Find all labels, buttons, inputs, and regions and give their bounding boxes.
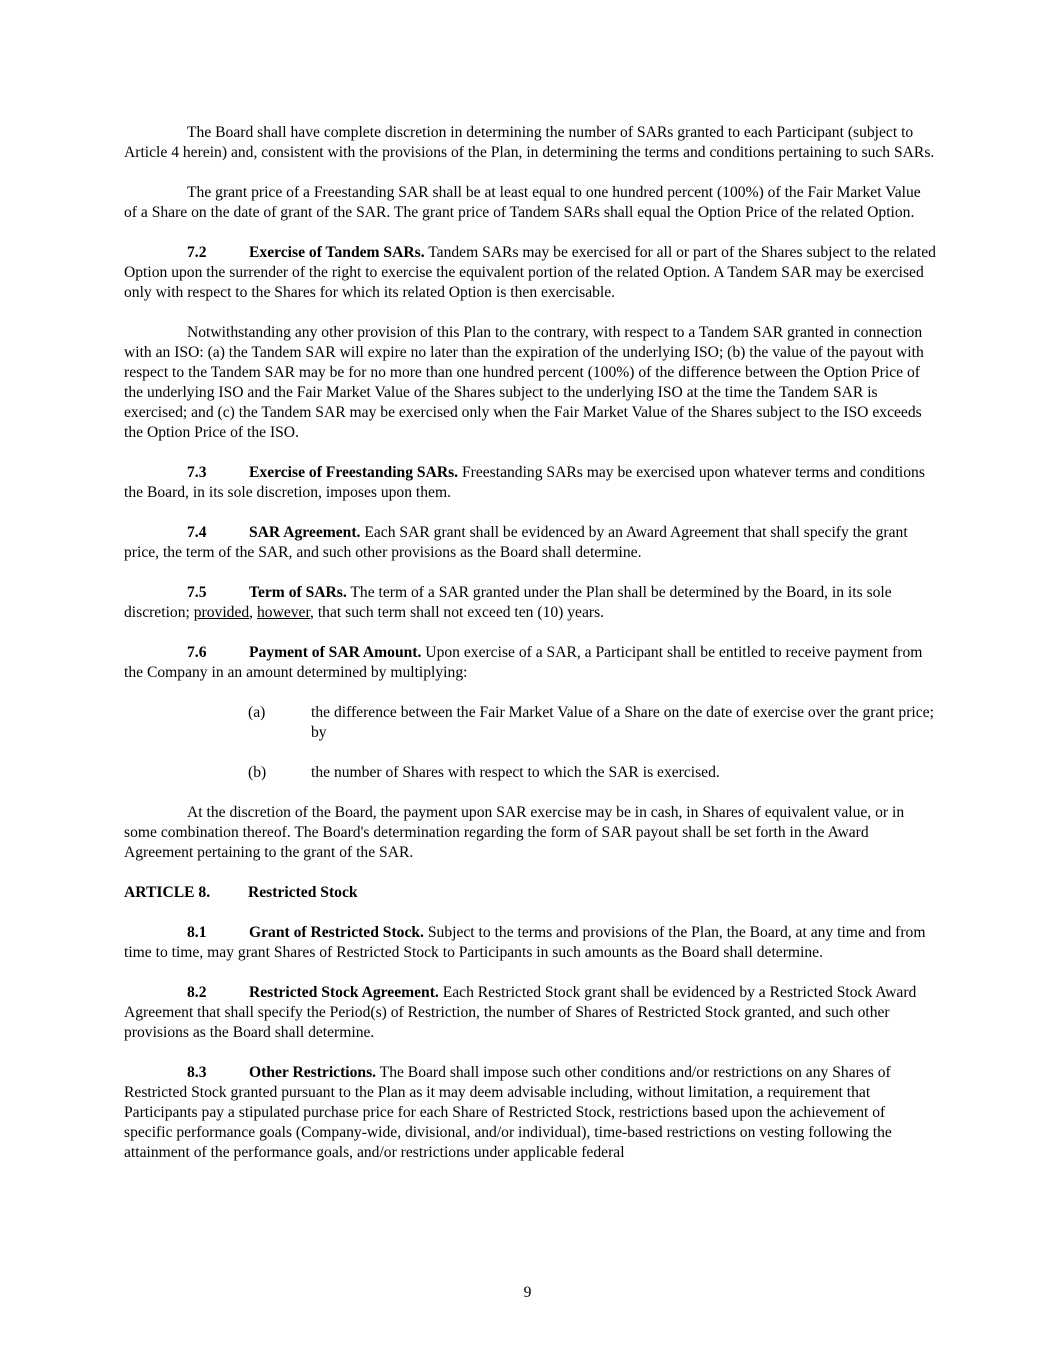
section-7-2: [124, 243, 936, 303]
section-text: Freestanding SARs may be exercised upon whatever terms and conditions the Board, in its sole discretion, imposes upon them.: [124, 464, 925, 501]
list-item-b: [124, 763, 936, 783]
section-7-4: [124, 523, 936, 563]
section-8-3: [124, 1063, 936, 1163]
section-heading: Exercise of Freestanding SARs.: [249, 464, 459, 481]
section-number: 8.1: [187, 924, 207, 941]
list-marker: (b): [248, 764, 267, 781]
section-7-6: [124, 643, 936, 683]
list-marker: (a): [248, 704, 266, 721]
section-text: Upon exercise of a SAR, a Participant shall be entitled to receive payment from the Company in an amount determined by multiplying:: [124, 644, 923, 681]
section-number: 7.5: [187, 584, 207, 601]
section-8-1: [124, 923, 936, 963]
section-text: Each Restricted Stock grant shall be evidenced by a Restricted Stock Award Agreement that shall specify the Period(s) of Restriction, the number of Shares of Restricted Stock granted, and such other provisions as the Board shall determine.: [124, 984, 917, 1041]
section-7-3: [124, 463, 936, 503]
section-7-5: [124, 583, 936, 623]
section-heading: Restricted Stock Agreement.: [249, 984, 439, 1001]
section-heading: SAR Agreement.: [249, 524, 361, 541]
section-text: Subject to the terms and provisions of the Plan, the Board, at any time and from time to time, may grant Shares of Restricted Stock to Participants in such amounts as the Board shall determine.: [124, 924, 926, 961]
section-number: 7.3: [187, 464, 207, 481]
section-text: Each SAR grant shall be evidenced by an Award Agreement that shall specify the grant price, the term of the SAR, and such other provisions as the Board shall determine.: [124, 524, 908, 561]
section-number: 7.2: [187, 244, 207, 261]
however-underlined: however: [256, 604, 311, 621]
section-text: The Board shall impose such other conditions and/or restrictions on any Shares of Restricted Stock granted pursuant to the Plan as it may deem advisable including, without limitation, a requirement that Participants pay a stipulated purchase price for each Share of Restricted Stock, restrictions based upon the achievement of specific performance goals (Company-wide, divisional, and/or individual), time-based restrictions on vesting following the attainment of the performance goals, and/or restrictions under applicable federal: [124, 1064, 892, 1161]
page-number: 9: [523, 1284, 532, 1301]
document-page: [124, 123, 936, 1183]
article-number: ARTICLE 8.: [124, 884, 211, 901]
list-item-a: [124, 703, 936, 743]
section-number: 7.6: [187, 644, 207, 661]
provided-underlined: provided: [193, 604, 250, 621]
list-text: the difference between the Fair Market Value of a Share on the date of exercise over the grant price; by: [311, 704, 934, 741]
paragraph-sar-discretion: The Board shall have complete discretion in determining the number of SARs granted to each Participant (subject to Article 4 herein) and, consistent with the provisions of the Plan, in determining the terms and conditions pertaining to such SARs.: [124, 124, 935, 161]
section-heading: Exercise of Tandem SARs.: [249, 244, 425, 261]
section-number: 8.2: [187, 984, 207, 1001]
section-heading: Grant of Restricted Stock.: [249, 924, 424, 941]
paragraph-tandem-iso: Notwithstanding any other provision of this Plan to the contrary, with respect to a Tandem SAR granted in connection with an ISO: (a) the Tandem SAR will expire no later than the expiration of the underlying ISO; (b) the value of the payout with respect to the Tandem SAR may be for no more than one hundred percent (100%) of the difference between the Option Price of the underlying ISO and the Fair Market Value of the Shares subject to the underlying ISO at the time the Tandem SAR is exercised; and (c) the Tandem SAR may be exercised only when the Fair Market Value of the Shares subject to the ISO exceeds the Option Price of the ISO.: [124, 324, 924, 441]
section-number: 7.4: [187, 524, 207, 541]
comma: ,: [249, 604, 257, 621]
paragraph-grant-price: The grant price of a Freestanding SAR shall be at least equal to one hundred percent (100%) of the Fair Market Value of a Share on the date of grant of the SAR. The grant price of Tandem SARs shall equal the Option Price of the related Option.: [124, 184, 921, 221]
section-heading: Term of SARs.: [249, 584, 347, 601]
section-heading: Other Restrictions.: [249, 1064, 377, 1081]
section-8-2: [124, 983, 936, 1043]
article-heading: [124, 883, 936, 903]
section-text: Tandem SARs may be exercised for all or part of the Shares subject to the related Option upon the surrender of the right to exercise the equivalent portion of the related Option. A Tandem SAR may be exercised only with respect to the Shares for which its related Option is then exercisable.: [124, 244, 936, 301]
section-text: The term of a SAR granted under the Plan shall be determined by the Board, in its sole discretion;: [124, 584, 892, 621]
section-heading: Payment of SAR Amount.: [249, 644, 422, 661]
section-number: 8.3: [187, 1064, 207, 1081]
article-title: Restricted Stock: [248, 884, 358, 901]
list-text: the number of Shares with respect to which the SAR is exercised.: [311, 764, 720, 781]
paragraph-payment-form: At the discretion of the Board, the payment upon SAR exercise may be in cash, in Shares of equivalent value, or in some combination thereof. The Board's determination regarding the form of SAR payout shall be set forth in the Award Agreement pertaining to the grant of the SAR.: [124, 804, 905, 861]
section-text-end: , that such term shall not exceed ten (10) years.: [310, 604, 605, 621]
